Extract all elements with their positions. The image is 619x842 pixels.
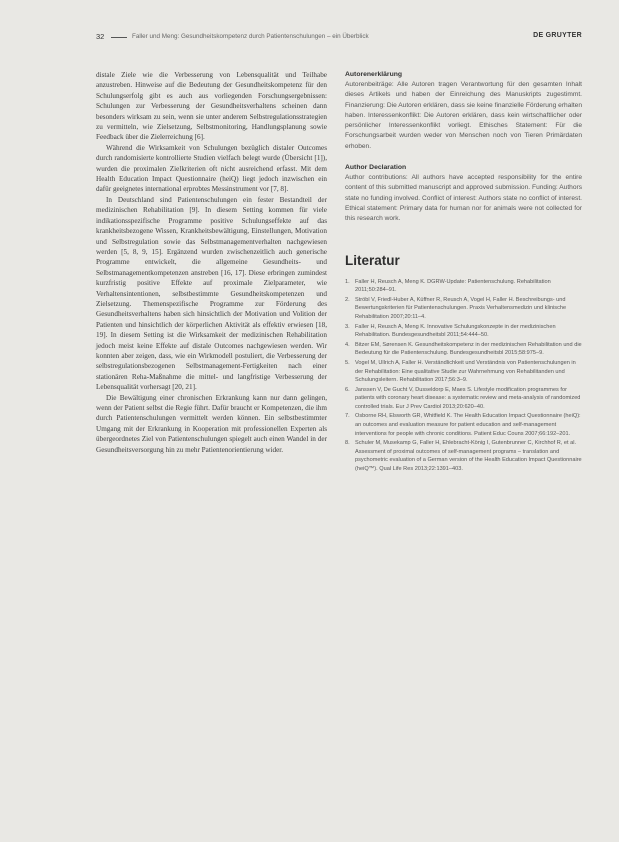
publisher-logo: DE GRUYTER: [533, 32, 582, 39]
declaration-text-en: Author contributions: All authors have accepted responsibility for the entire content of this submitted manuscript and approved submission. Funding: Authors state no funding involved. Conflict of interest: Authors state no conflict of interest. Ethical statement: Primary data for human nor for animals were not collected for this research work.: [345, 174, 582, 223]
reference-item: 7. Osborne RH, Elsworth GR, Whitfield K. The Health Education Impact Questionnaire (heiQ): an outcomes and evaluation measure for patient education and self-management interventions for people with chronic conditions. Patient Educ Couns 2007;66:192–201.: [345, 413, 581, 437]
reference-item: 4. Bitzer EM, Sørensen K. Gesundheitskompetenz in der medizinischen Rehabilitation und die Bedeutung für die Patientenschulung. Bundesgesundheitsbl 2015;58:975–9.: [345, 341, 582, 357]
page-number: 32: [96, 32, 105, 41]
body-paragraph: Während die Wirksamkeit von Schulungen bezüglich distaler Outcomes durch randomisierte kontrollierte Studien vielfach belegt wurde (Übersicht [1]), wurden die proximalen Zielkriterien oft nicht ausreichend erfasst. Mit dem Health Education Impact Questionnaire (heiQ) liegt jedoch inzwischen ein dafür geeignetes international erprobtes Messinstrument vor [7, 8].: [96, 143, 327, 194]
reference-item: 6. Janssen V, De Gucht V, Dusseldorp E, Maes S. Lifestyle modification programmes for patients with coronary heart disease: a systematic review and meta-analysis of randomized controlled trials. Eur J Prev Cardiol 2013;20:620–40.: [345, 386, 581, 410]
literature-heading: Literatur: [345, 252, 400, 268]
reference-item: 2. Ströbl V, Friedl-Huber A, Küffner R, Reusch A, Vogel H, Faller H. Beschreibungs- und Bewertungskriterien für Patientenschulungen. Praxis Verhaltensmedizin und klinische Rehabilitation 2007;20:11–4.: [345, 296, 567, 320]
reference-list: [345, 278, 582, 474]
declaration-heading-de: Autorenerklärung: [345, 71, 403, 78]
header-rule: [111, 37, 127, 38]
running-header: [96, 32, 582, 44]
reference-item: 8. Schuler M, Musekamp G, Faller H, Ehlebracht-König I, Gutenbrunner C, Kirchhof R, et al. Assessment of proximal outcomes of self-management programs – translation and psychometric evaluation of a German version of the Health Education Impact Questionnaire (heiQ™). Qual Life Res 2013;22:1391–403.: [345, 440, 582, 473]
reference-item: 1. Faller H, Reusch A, Meng K. DGRW-Update: Patientenschulung. Rehabilitation 2011;50:284–91.: [345, 278, 551, 294]
reference-item: 3. Faller H, Reusch A, Meng K. Innovative Schulungskonzepte in der medizinischen Rehabilitation. Bundesgesundheitsbl 2011;54:444–50.: [345, 323, 556, 339]
left-text-column: [96, 70, 327, 455]
body-paragraph: Die Bewältigung einer chronischen Erkrankung kann nur dann gelingen, wenn der Patient selbst die Regie führt. Dafür braucht er Kompetenzen, die ihm durch Patientenschulungen vermittelt werden können. Ein selbstbestimmter Umgang mit der Erkrankung in Kooperation mit professionellen Experten als übergeordnetes Ziel von Patientenschulungen spiegelt auch einen Wandel in der Gesundheitsversorgung hin zu mehr Patientenorientierung wider.: [96, 393, 327, 454]
body-paragraph: distale Ziele wie die Verbesserung von Lebensqualität und Teilhabe anzustreben. Hinweise auf die Bedeutung der Gesundheitskompetenz für den Schulungserfolg gibt es auch aus vorliegenden Forschungsergebnissen: Schulungen zur Verbesserung der Gesundheitsverhaltens scheinen dann besonders wirksam zu sein, wenn sie unter anderem Selbstregulationsstrategien zu vermitteln, wie Zielsetzung, Selbstmonitoring, Handlungsplanung sowie Feedback über die Zielerreichung [6].: [96, 71, 327, 142]
declaration-heading-en: Author Declaration: [345, 164, 407, 172]
running-title: Faller und Meng: Gesundheitskompetenz durch Patientenschulungen – ein Überblick: [132, 33, 369, 40]
body-paragraph: In Deutschland sind Patientenschulungen ein fester Bestandteil der medizinischen Rehabilitation [9]. In diesem Setting kommen für viele indikationsspezifische Programme positive Schulungseffekte auf das krankheitsbezogene Wissen, Krankheitsbewältigung, Einstellungen, Motivation und Selbstregulation sowie das Selbstmanagementverhalten nachgewiesen werden [5, 8, 9, 15]. Ergänzend wurden zwischenzeitlich auch generische Programme entwickelt, die allgemeine Gesundheits- und Selbstmanagementkompetenzen anstreben [16, 17]. Diese erbringen zumindest kurzfristig positive Effekte auf proximale Zielparameter, wie Verhaltensintentionen, selbstbestimmte Gesundheitskompetenzen und Zielsetzung. Themenspezifische Programme zur Förderung des Gesundheitsverhaltens haben sich hinsichtlich der Motivation und Volition der Patienten und hinsichtlich der körperlichen Aktivität als effektiv erwiesen [18, 19]. In diesem Setting ist die Wirksamkeit der medizinischen Rehabilitation jedoch meist keine Effekte auf distale Outcomes nachgewiesen werden. Wir konnten aber zeigen, dass, wie ein Wirkmodell postuliert, die Verbesserung der selbstregulationsbezogenen Selbstmanagement-Fertigkeiten nach einer stationären Reha-Maßnahme die mittel- und langfristige Verbesserung der Lebensqualität vorhersagt [20, 21].: [96, 195, 327, 392]
declaration-text-de: Autorenbeiträge: Alle Autoren tragen Verantwortung für den gesamten Inhalt dieses Artikels und haben der Einreichung des Manuskripts zugestimmt. Finanzierung: Die Autoren erklären, dass sie keine finanzielle Förderung erhalten haben. Interessenkonflikt: Die Autoren erklären, dass kein wirtschaftlicher oder persönlicher Interessenkonflikt vorliegt. Ethisches Statement: Für die Forschungsarbeit wurden weder von Menschen noch von Tieren Primärdaten erhoben.: [345, 81, 582, 150]
reference-item: 5. Vogel M, Ullrich A, Faller H. Verständlichkeit und Verständnis von Patientenschulungen in der Rehabilitation: Eine qualitative Studie zur Wahrnehmung von Rehabilitanden und Schulungsleitern. Rehabilitation 2017;56:3–9.: [345, 359, 576, 384]
right-text-column: [345, 70, 582, 475]
